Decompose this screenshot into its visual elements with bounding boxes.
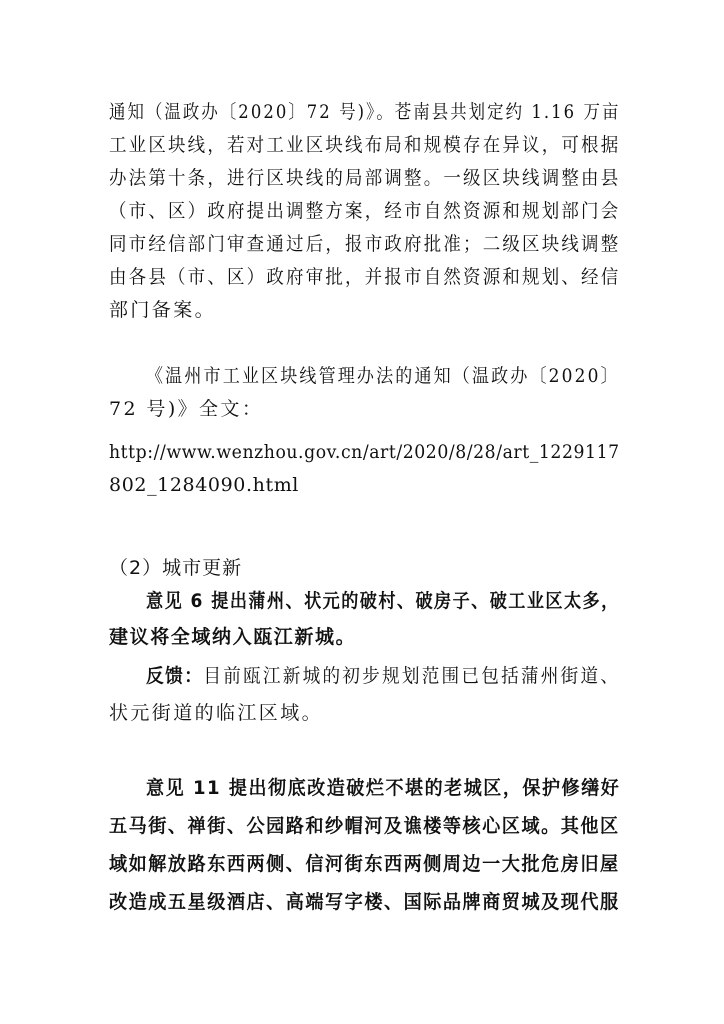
paragraph-line: （市、区）政府提出调整方案，经市自然资源和规划部门会 <box>109 200 621 222</box>
section-heading: （2）城市更新 <box>109 557 243 579</box>
paragraph-line: 72 号)》全文： <box>109 398 264 420</box>
paragraph-line: 通知（温政办〔2020〕72 号)》。苍南县共划定约 1.16 万亩 <box>109 101 621 123</box>
paragraph-line: 《温州市工业区块线管理办法的通知（温政办〔2020〕 <box>146 365 620 387</box>
paragraph-line: 由各县（市、区）政府审批，并报市自然资源和规划、经信 <box>109 266 621 288</box>
opinion-line: 意见 11 提出彻底改造破烂不堪的老城区，保护修缮好 <box>146 777 621 799</box>
paragraph-line: 工业区块线，若对工业区块线布局和规模存在异议，可根据 <box>109 134 621 156</box>
paragraph-line: 办法第十条，进行区块线的局部调整。一级区块线调整由县 <box>109 167 621 189</box>
opinion-line: 改造成五星级酒店、高端写字楼、国际品牌商贸城及现代服 <box>109 891 620 913</box>
opinion-line: 意见 6 提出蒲州、状元的破村、破房子、破工业区太多， <box>146 590 620 612</box>
opinion-line: 建议将全域纳入瓯江新城。 <box>109 626 357 648</box>
url-line: 802_1284090.html <box>109 474 299 496</box>
paragraph-line: 同市经信部门审查通过后，报市政府批准；二级区块线调整 <box>109 233 621 255</box>
feedback-label: 反馈： <box>146 665 204 687</box>
opinion-line: 域如解放路东西两侧、信河街东西两侧周边一大批危房旧屋 <box>109 853 620 875</box>
feedback-text: 目前瓯江新城的初步规划范围已包括蒲州街道、 <box>203 665 621 687</box>
opinion-line: 五马街、禅街、公园路和纱帽河及谯楼等核心区域。其他区 <box>109 815 620 837</box>
paragraph-line: 部门备案。 <box>109 299 217 321</box>
feedback-line: 状元街道的临江区域。 <box>109 702 324 724</box>
url-line: http://www.wenzhou.gov.cn/art/2020/8/28/art_1229117 <box>109 441 620 463</box>
feedback-line <box>146 664 620 688</box>
